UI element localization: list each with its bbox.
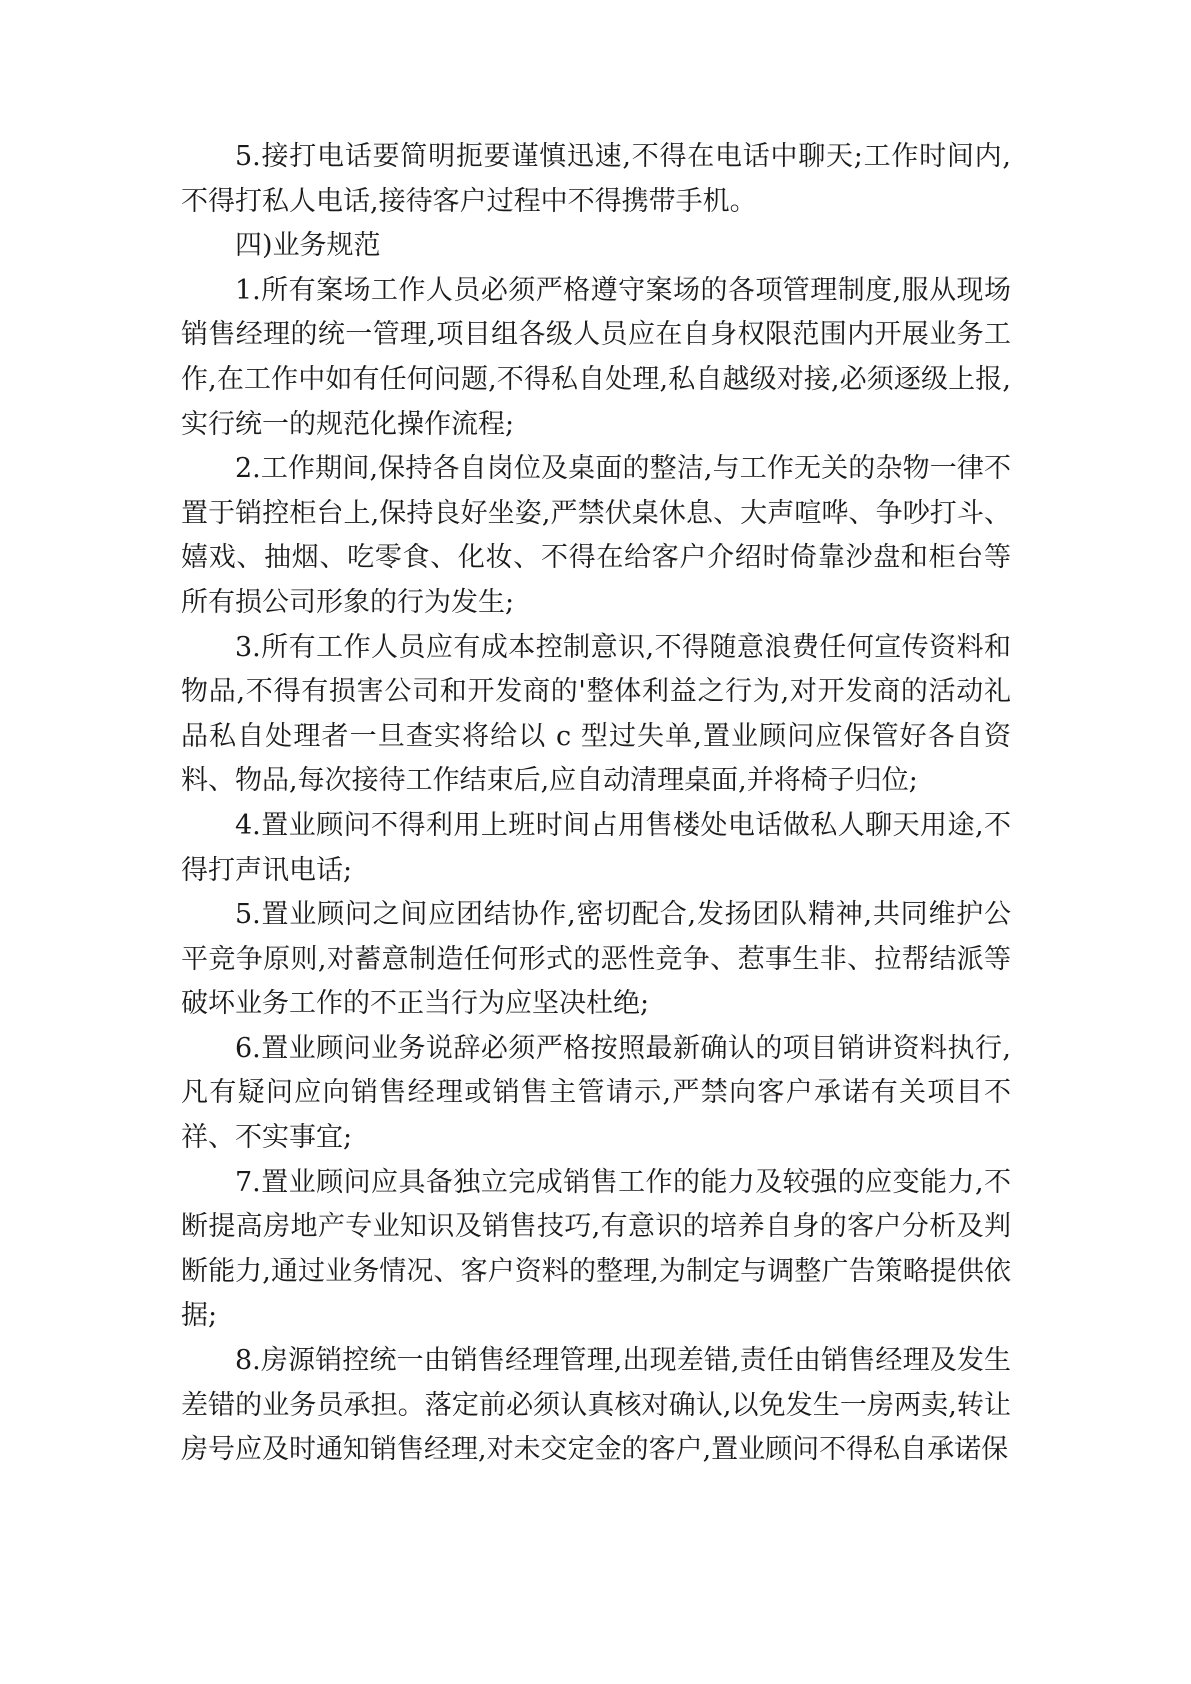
paragraph-item-2-workplace: 2.工作期间,保持各自岗位及桌面的整洁,与工作无关的杂物一律不置于销控柜台上,保持良好坐姿,严禁伏桌休息、大声喧哗、争吵打斗、嬉戏、抽烟、吃零食、化妆、不得在给客户介绍时倚靠沙盘和柜台等所有损公司形象的行为发生;	[181, 453, 1011, 618]
paragraph-item-5-phone: 5.接打电话要简明扼要谨慎迅速,不得在电话中聊天;工作时间内,不得打私人电话,接待客户过程中不得携带手机。	[181, 141, 1011, 217]
paragraph-item-3-cost-control: 3.所有工作人员应有成本控制意识,不得随意浪费任何宣传资料和物品,不得有损害公司和开发商的'整体利益之行为,对开发商的活动礼品私自处理者一旦查实将给以 c 型过失单,置业顾问应保管好各自资料、物品,每次接待工作结束后,应自动清理桌面,并将椅子归位;	[181, 631, 1011, 797]
paragraph-item-8-inventory: 8.房源销控统一由销售经理管理,出现差错,责任由销售经理及发生差错的业务员承担。落定前必须认真核对确认,以免发生一房两卖,转让房号应及时通知销售经理,对未交定金的客户,置业顾问不得私自承诺保	[181, 1345, 1011, 1466]
paragraph-item-5-teamwork: 5.置业顾问之间应团结协作,密切配合,发扬团队精神,共同维护公平竞争原则,对蓄意制造任何形式的恶性竞争、惹事生非、拉帮结派等破坏业务工作的不正当行为应坚决杜绝;	[181, 899, 1011, 1020]
paragraph-item-6-sales-script: 6.置业顾问业务说辞必须严格按照最新确认的项目销讲资料执行,凡有疑问应向销售经理或销售主管请示,严禁向客户承诺有关项目不祥、不实事宜;	[181, 1032, 1011, 1154]
section-heading-business-norms: 四)业务规范	[235, 230, 381, 262]
paragraph-item-7-ability: 7.置业顾问应具备独立完成销售工作的能力及较强的应变能力,不断提高房地产专业知识及销售技巧,有意识的培养自身的客户分析及判断能力,通过业务情况、客户资料的整理,为制定与调整广告策略提供依据;	[181, 1166, 1011, 1332]
paragraph-item-1-management: 1.所有案场工作人员必须严格遵守案场的各项管理制度,服从现场销售经理的统一管理,项目组各级人员应在自身权限范围内开展业务工作,在工作中如有任何问题,不得私自处理,私自越级对接,必须逐级上报,实行统一的规范化操作流程;	[181, 274, 1011, 440]
document-body	[181, 135, 1011, 1473]
paragraph-item-4-phone-use: 4.置业顾问不得利用上班时间占用售楼处电话做私人聊天用途,不得打声讯电话;	[181, 809, 1011, 886]
